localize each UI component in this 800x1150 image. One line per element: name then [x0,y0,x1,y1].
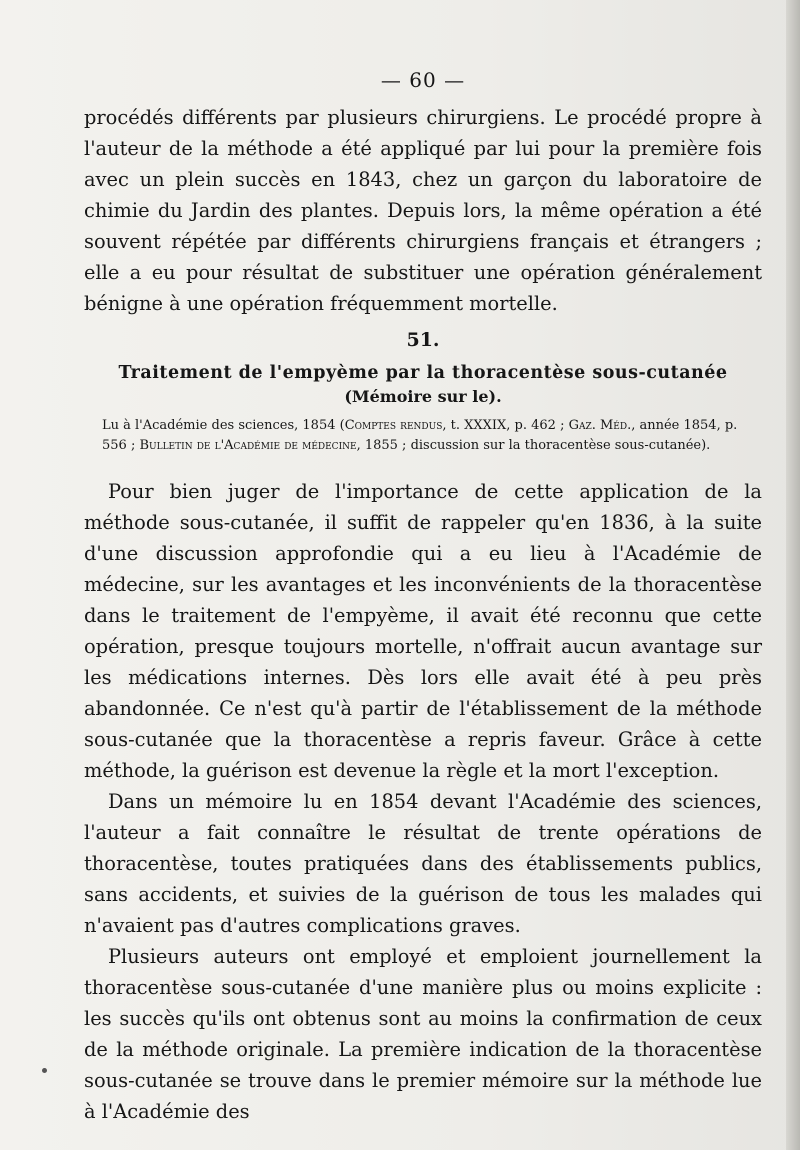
reference-part: Lu à l'Académie des sciences, 1854 ( [102,418,345,433]
paragraph-continued: procédés différents par plusieurs chirurgiens. Le procédé propre à l'auteur de la méthode a été appliqué par lui pour la première fois avec un plein succès en 1843, chez un garçon du laboratoire de chimie du Jardin des plantes. Depuis lors, la même opération a été souvent répétée par différents chirurgiens français et étrangers ; elle a eu pour résultat de substituer une opération généralement bénigne à une opération fréquemment mortelle. [84,106,762,315]
reference-part: , t. XXXIX, p. 462 ; [442,418,569,433]
reference-journal: Comptes rendus [344,418,443,433]
paragraph: Dans un mémoire lu en 1854 devant l'Académie des sciences, l'auteur a fait connaître le résultat de trente opérations de thoracentèse, toutes pratiquées dans des établissements publics, sans accidents, et suivies de la guérison de tous les malades qui n'avaient pas d'autres complications graves. [84,790,762,937]
reference-part: , 1855 ; discussion sur la thoracentèse sous-cutanée). [356,438,711,453]
paragraph: Pour bien juger de l'importance de cette application de la méthode sous-cutanée, il suffit de rappeler qu'en 1836, à la suite d'une discussion approfondie qui a eu lieu à l'Académie de médecine, sur les avantages et les inconvénients de la thoracentèse dans le traitement de l'empyème, il avait été reconnu que cette opération, presque toujours mortelle, n'offrait aucun avantage sur les médications internes. Dès lors elle avait été à peu près abandonnée. Ce n'est qu'à partir de l'établissement de la méthode sous-cutanée que la thoracentèse a repris faveur. Grâce à cette méthode, la guérison est devenue la règle et la mort l'exception. [84,480,762,782]
section-title: Traitement de l'empyème par la thoracentèse sous-cutanée [118,363,728,383]
reference-journal: Bulletin de l'Académie de médecine [139,438,357,453]
section-subtitle: (Mémoire sur le). [344,387,502,406]
bibliographic-reference [84,416,762,456]
page-edge-shadow [786,0,800,1150]
reference-part: , année 1854, p. 556 ; [102,418,738,453]
reference-journal: Gaz. Méd. [568,418,632,433]
page-number: — 60 — [380,68,466,92]
paragraph: Plusieurs auteurs ont employé et emploient journellement la thoracentèse sous-cutanée d'une manière plus ou moins explicite : les succès qu'ils ont obtenus sont au moins la confirmation de ceux de la méthode originale. La première indication de la thoracentèse sous-cutanée se trouve dans le premier mémoire sur la méthode lue à l'Académie des [84,945,762,1123]
section-number: 51. [406,329,440,351]
ink-speck [42,1068,47,1073]
